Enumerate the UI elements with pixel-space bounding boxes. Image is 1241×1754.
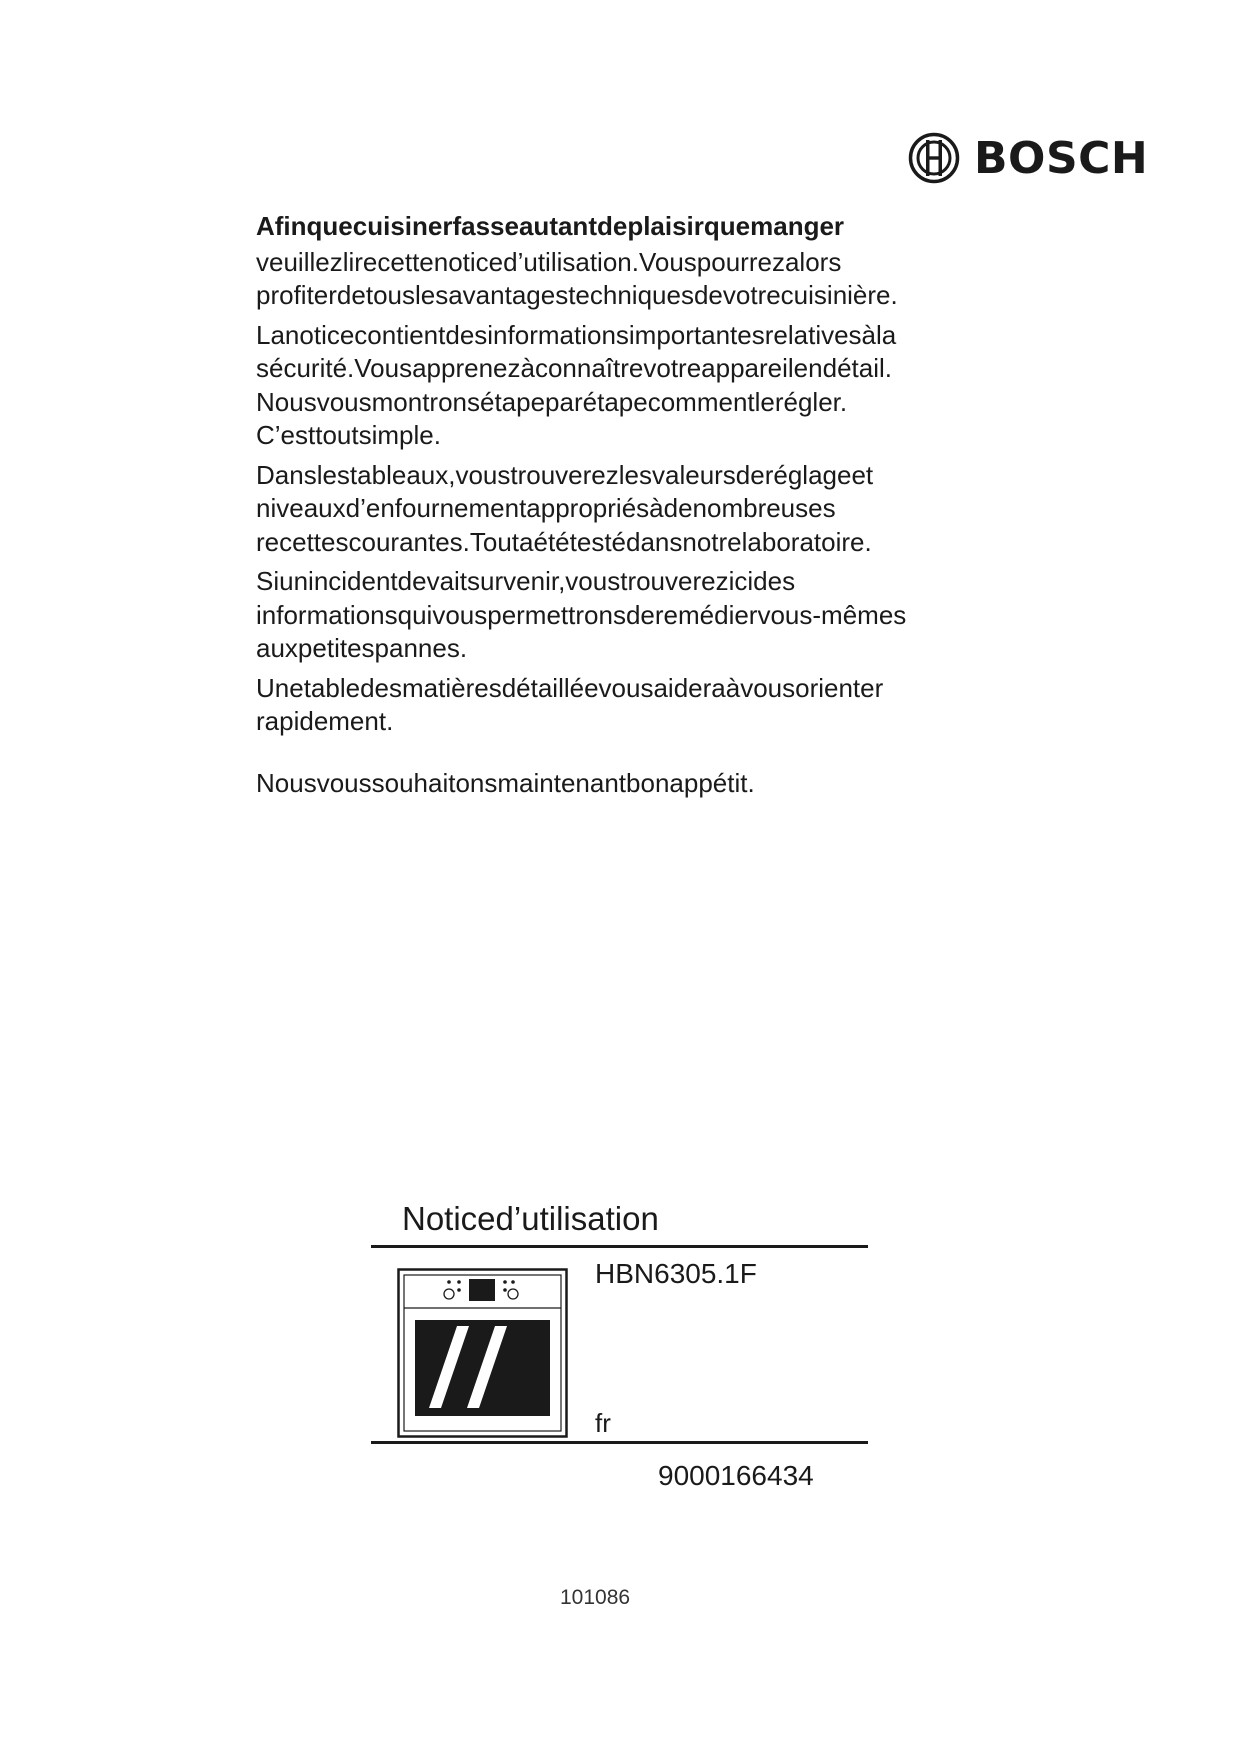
intro-paragraph: Lanoticecontientdesinformationsimportantesrelativesàla sécurité.Vousapprenezàconnaîtrevotreappareilendétail. Nousvousmontronsétapeparétapecommentlerégler. C’esttoutsimple. [256,319,897,450]
intro-text [256,210,1016,806]
document-number: 101086 [560,1586,631,1609]
intro-lead: Afinquecuisinerfasseautantdeplaisirquemanger [256,211,845,241]
intro-paragraph: Siunincidentdevaitsurvenir,voustrouverezicides informationsquivouspermettronsderemédiervous-mêmes auxpetitespannes. [256,566,907,663]
model-number: HBN6305.1F [595,1258,757,1289]
intro-paragraph: Danslestableaux,voustrouverezlesvaleursderéglageet niveauxd’enfournementappropriésàdenombreuses recettescourantes.Toutaététestédansnotrelaboratoire. [256,459,874,557]
intro-paragraph: veuillezlirecettenoticed’utilisation.Vouspourrezalors profiterdetouslesavantagestechniquesdevotrecuisinière. [256,246,898,310]
bottom-divider [371,1441,868,1444]
intro-closing: Nousvoussouhaitonsmaintenantbonappétit. [256,767,755,798]
top-divider [371,1245,868,1248]
notice-title: Noticed’utilisation [402,1200,659,1237]
part-number: 9000166434 [658,1460,814,1491]
brand-logo [908,128,1148,188]
language-code: fr [595,1408,611,1438]
brand-name: BOSCH [974,132,1149,184]
oven-illustration [397,1268,568,1438]
oven-icon [397,1268,568,1438]
bosch-armature-icon [908,132,960,184]
intro-paragraph: Unetabledesmatièresdétailléevousaideraàvousorienter rapidement. [256,672,884,736]
